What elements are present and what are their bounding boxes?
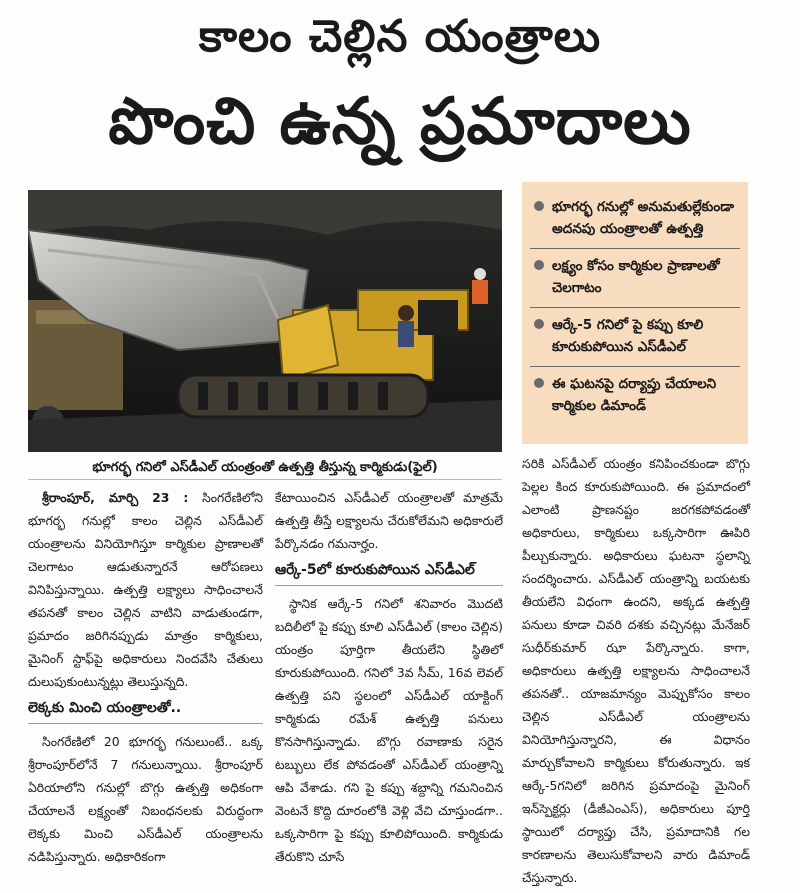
news-photo (28, 190, 502, 452)
headline-line-1: కాలం చెల్లిన యంత్రాలు (198, 11, 602, 62)
highlight-item (530, 249, 740, 308)
dateline: శ్రీరాంపూర్, మార్చి 23 : (42, 490, 189, 505)
highlight-text: ఆర్కే-5 గనిలో పై కప్పు కూలి కూరుకుపోయిన ఎస్‌డీఎల్ (552, 317, 704, 355)
bullet-icon (534, 319, 544, 329)
highlight-text: లక్ష్యం కోసం కార్మికుల ప్రాణాలతో చెలగాటం (552, 258, 720, 296)
paragraph-text: సింగరేణిలోని భూగర్భ గనుల్లో కాలం చెల్లిన ఎస్‌డీఎల్ యంత్రాలను వినియోగిస్తూ కార్మికుల ప్రాణాలతో చెలగాటం ఆడుతున్నారనే ఆరోపణలు వినిపిస్తున్నాయి. ఉత్పత్తి లక్ష్యాలు సాధించాలనే తపనతో కాలం చెల్లిన వాటిని వాడుతుండగా, ప్రమాదం జరిగినప్పుడు మాత్రం కార్మికులు, మైనింగ్ స్టాఫ్‌పై అధికారులు నిందవేసి చేతులు దులుపుకుంటున్నట్లు తెలుస్తున్నది. (28, 490, 263, 689)
headline-line-2: పొంచి ఉన్న ప్రమాదాలు (108, 85, 692, 159)
bullet-icon (534, 201, 544, 211)
highlight-item (530, 367, 740, 425)
highlight-text: భూగర్భ గనుల్లో అనుమతుల్లేకుండా అదనపు యంత్రాలతో ఉత్పత్తి (552, 199, 734, 237)
article-paragraph: కేటాయించిన ఎస్‌డీఎల్ యంత్రాలతో మాత్రమే ఉత్పత్తి తీస్తే లక్ష్యాలను చేరుకోలేమని అధికారులే పేర్కొనడం గమనార్హం. (275, 490, 503, 551)
article-column-1 (28, 486, 263, 868)
highlights-box (522, 182, 748, 444)
section-subhead: లెక్కకు మించి యంత్రాలతో.. (28, 695, 263, 724)
highlight-item (530, 308, 740, 367)
article-paragraph: స్థానిక ఆర్కే-5 గనిలో శనివారం మొదటి బదిలీలో పై కప్పు కూలి ఎస్‌డీఎల్ (కాలం చెల్లిన) యంత్రం పూర్తిగా తీయలేని స్థితిలో కూరుకుపోయింది. గనిలో 3వ సీమ్, 16వ లెవల్ ఉత్పత్తి పని స్థలంలో ఎస్‌డీఎల్ యాక్టింగ్ కార్మికుడు రమేశ్ ఉత్పత్తి పనులు కొనసాగిస్తున్నాడు. బొగ్గు రవాణాకు సరైన టబ్బులు లేక పోవడంతో ఎస్‌డీఎల్ యంత్రాన్ని ఆపి వేశాడు. గని పై కప్పు శబ్దాన్ని గమనించిన వెంటనే కొద్ది దూరంలోకి వెళ్లి వేచి చూస్తుండగా.. ఒక్కసారిగా పై కప్పు కూలిపోయింది. కార్మికుడు తేరుకొని చూసే (275, 596, 503, 864)
highlight-item (530, 190, 740, 249)
section-subhead: ఆర్కే-5లో కూరుకుపోయిన ఎస్‌డీఎల్ (275, 557, 503, 586)
article-paragraph: సరికి ఎస్‌డీఎల్ యంత్రం కనిపించకుండా బొగ్గు పెల్లల కింద కూరుకుపోయింది. ఈ ప్రమాదంలో ఎలాంటి ప్రాణనష్టం జరగకపోవడంతో అధికారులు, కార్మికులు ఒక్కసారిగా ఊపిరి పీల్చుకున్నారు. అధికారులు ఘటనా స్థలాన్ని సందర్శించారు. ఎస్‌డీఎల్ యంత్రాన్ని బయటకు తీయలేని విధంగా ఉందని, అక్కడ ఉత్పత్తి పనులు కూడా చివరి దశకు వచ్చినట్లు మేనేజర్ సుధీర్‌కుమార్ ఝా పేర్కొన్నారు. కాగా, అధికారులు ఉత్పత్తి లక్ష్యాలను సాధించాలనే తపనతో.. యాజమాన్యం మెప్పుకోసం కాలం చెల్లిన ఎస్‌డీఎల్ యంత్రాలను వినియోగిస్తున్నారని, ఈ విధానం మార్చుకోవాలని కార్మికులు కోరుతున్నారు. ఇక ఆర్కే-5గనిలో జరిగిన ప్రమాదంపై మైనింగ్ ఇన్‌స్పెక్టర్లు (డీజీఎంఎస్), అధికారులు పూర్తి స్థాయిలో దర్యాప్తు చేసి, ప్రమాదానికి గల కారణాలను తెలుసుకోవాలని వారు డిమాండ్ చేస్తున్నారు. (522, 456, 750, 885)
mining-machine-illustration (28, 190, 502, 452)
photo-caption: భూగర్భ గనిలో ఎస్‌డీఎల్ యంత్రంతో ఉత్పత్తి తీస్తున్న కార్మికుడు(ఫైల్) (28, 456, 502, 480)
article-paragraph (28, 486, 263, 693)
article-column-3 (522, 452, 750, 889)
bullet-icon (534, 260, 544, 270)
article-column-2 (275, 486, 503, 868)
bullet-icon (534, 378, 544, 388)
highlight-text: ఈ ఘటనపై దర్యాప్తు చేయాలని కార్మికుల డిమాండ్ (552, 376, 717, 414)
article-paragraph: సింగరేణిలో 20 భూగర్భ గనులుంటే.. ఒక్క శ్రీరాంపూర్‌లోనే 7 గనులున్నాయి. శ్రీరాంపూర్ ఏరియాలోని గనుల్లో బొగ్గు ఉత్పత్తి అధికంగా చేయాలనే లక్ష్యంతో నిబంధనలకు విరుద్ధంగా లెక్కకు మించి ఎస్‌డీఎల్ యంత్రాలను నడిపిస్తున్నారు. అధికారికంగా (28, 734, 263, 864)
